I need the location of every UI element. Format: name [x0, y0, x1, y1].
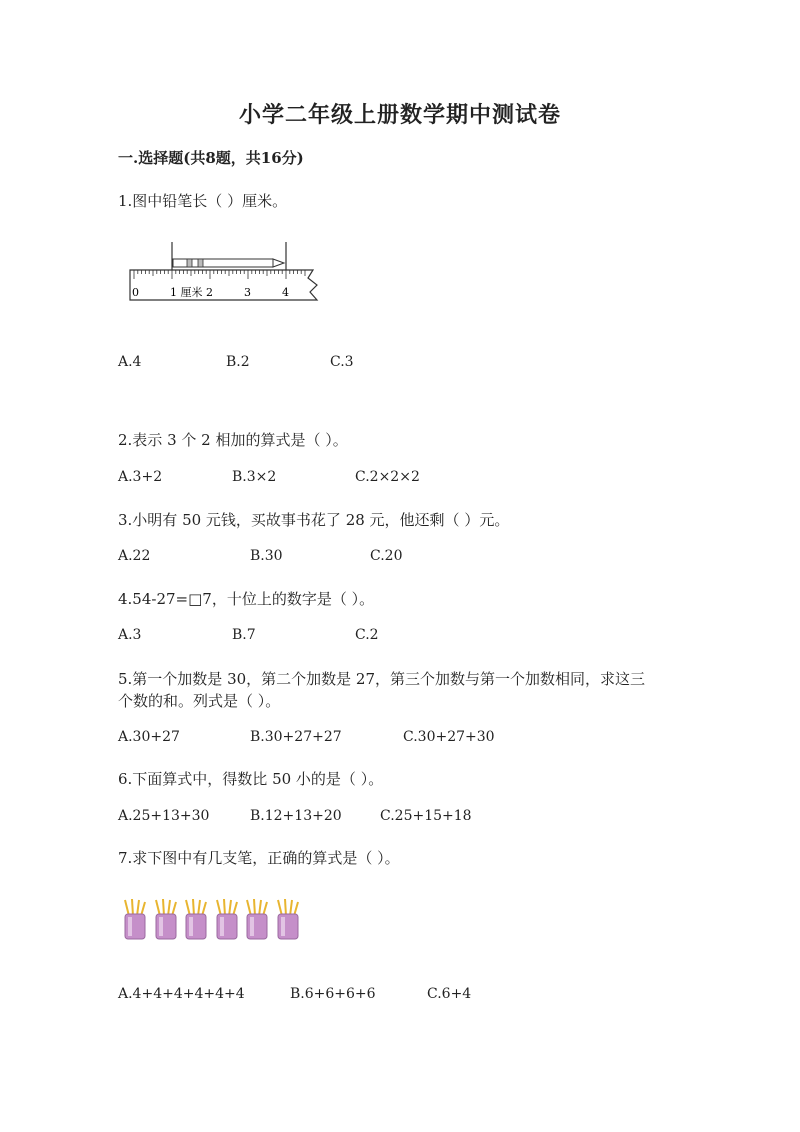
q5-option-b[interactable]: B.30+27+27: [250, 729, 342, 745]
ruler-pencil-figure: [128, 238, 324, 310]
q4-option-c[interactable]: C.2: [355, 627, 379, 643]
ruler-label-1-2: 1 厘米 2: [170, 286, 213, 299]
q4-option-b[interactable]: B.7: [232, 627, 256, 643]
question-5-text-line1: 5.第一个加数是 30，第二个加数是 27，第三个加数与第一个加数相同，求这三: [118, 670, 646, 688]
q5-option-c[interactable]: C.30+27+30: [403, 729, 495, 745]
q6-option-c[interactable]: C.25+15+18: [380, 808, 472, 824]
q1-option-a[interactable]: A.4: [118, 354, 142, 370]
q6-option-a[interactable]: A.25+13+30: [118, 808, 210, 824]
pencil-cup-icon: [214, 898, 240, 940]
pencil-icon: [173, 259, 284, 267]
q2-option-a[interactable]: A.3+2: [118, 469, 163, 485]
q7-option-b[interactable]: B.6+6+6+6: [290, 986, 376, 1002]
q7-option-a[interactable]: A.4+4+4+4+4+4: [118, 986, 245, 1002]
pencil-cup-icon: [153, 898, 179, 940]
question-2-text: 2.表示 3 个 2 相加的算式是（ ）。: [118, 431, 348, 449]
question-6-text: 6.下面算式中，得数比 50 小的是（ ）。: [118, 770, 384, 788]
pencil-cup-icon: [244, 898, 270, 940]
q2-option-b[interactable]: B.3×2: [232, 469, 277, 485]
section-heading: 一.选择题(共8题，共16分): [118, 149, 304, 167]
q1-option-b[interactable]: B.2: [226, 354, 250, 370]
q7-option-c[interactable]: C.6+4: [427, 986, 472, 1002]
question-4-text: 4.54-27=□7，十位上的数字是（ ）。: [118, 590, 375, 608]
q3-option-c[interactable]: C.20: [370, 548, 403, 564]
page-title: 小学二年级上册数学期中测试卷: [238, 102, 561, 128]
question-1-text: 1.图中铅笔长（ ）厘米。: [118, 192, 288, 210]
q4-option-a[interactable]: A.3: [118, 627, 142, 643]
q3-option-a[interactable]: A.22: [118, 548, 151, 564]
ruler-label-4: 4: [282, 286, 289, 299]
question-5-text-line2: 个数的和。列式是（ ）。: [118, 692, 281, 710]
question-7-text: 7.求下图中有几支笔，正确的算式是（ ）。: [118, 849, 400, 867]
pencil-cup-icon: [122, 898, 148, 940]
ruler-label-0: 0: [132, 286, 139, 299]
q3-option-b[interactable]: B.30: [250, 548, 283, 564]
question-3-text: 3.小明有 50 元钱，买故事书花了 28 元，他还剩（ ）元。: [118, 511, 510, 529]
q6-option-b[interactable]: B.12+13+20: [250, 808, 342, 824]
pencil-cup-icon: [183, 898, 209, 940]
q5-option-a[interactable]: A.30+27: [118, 729, 180, 745]
q1-option-c[interactable]: C.3: [330, 354, 354, 370]
pencil-cup-icon: [275, 898, 301, 940]
q2-option-c[interactable]: C.2×2×2: [355, 469, 420, 485]
ruler-label-3: 3: [244, 286, 251, 299]
